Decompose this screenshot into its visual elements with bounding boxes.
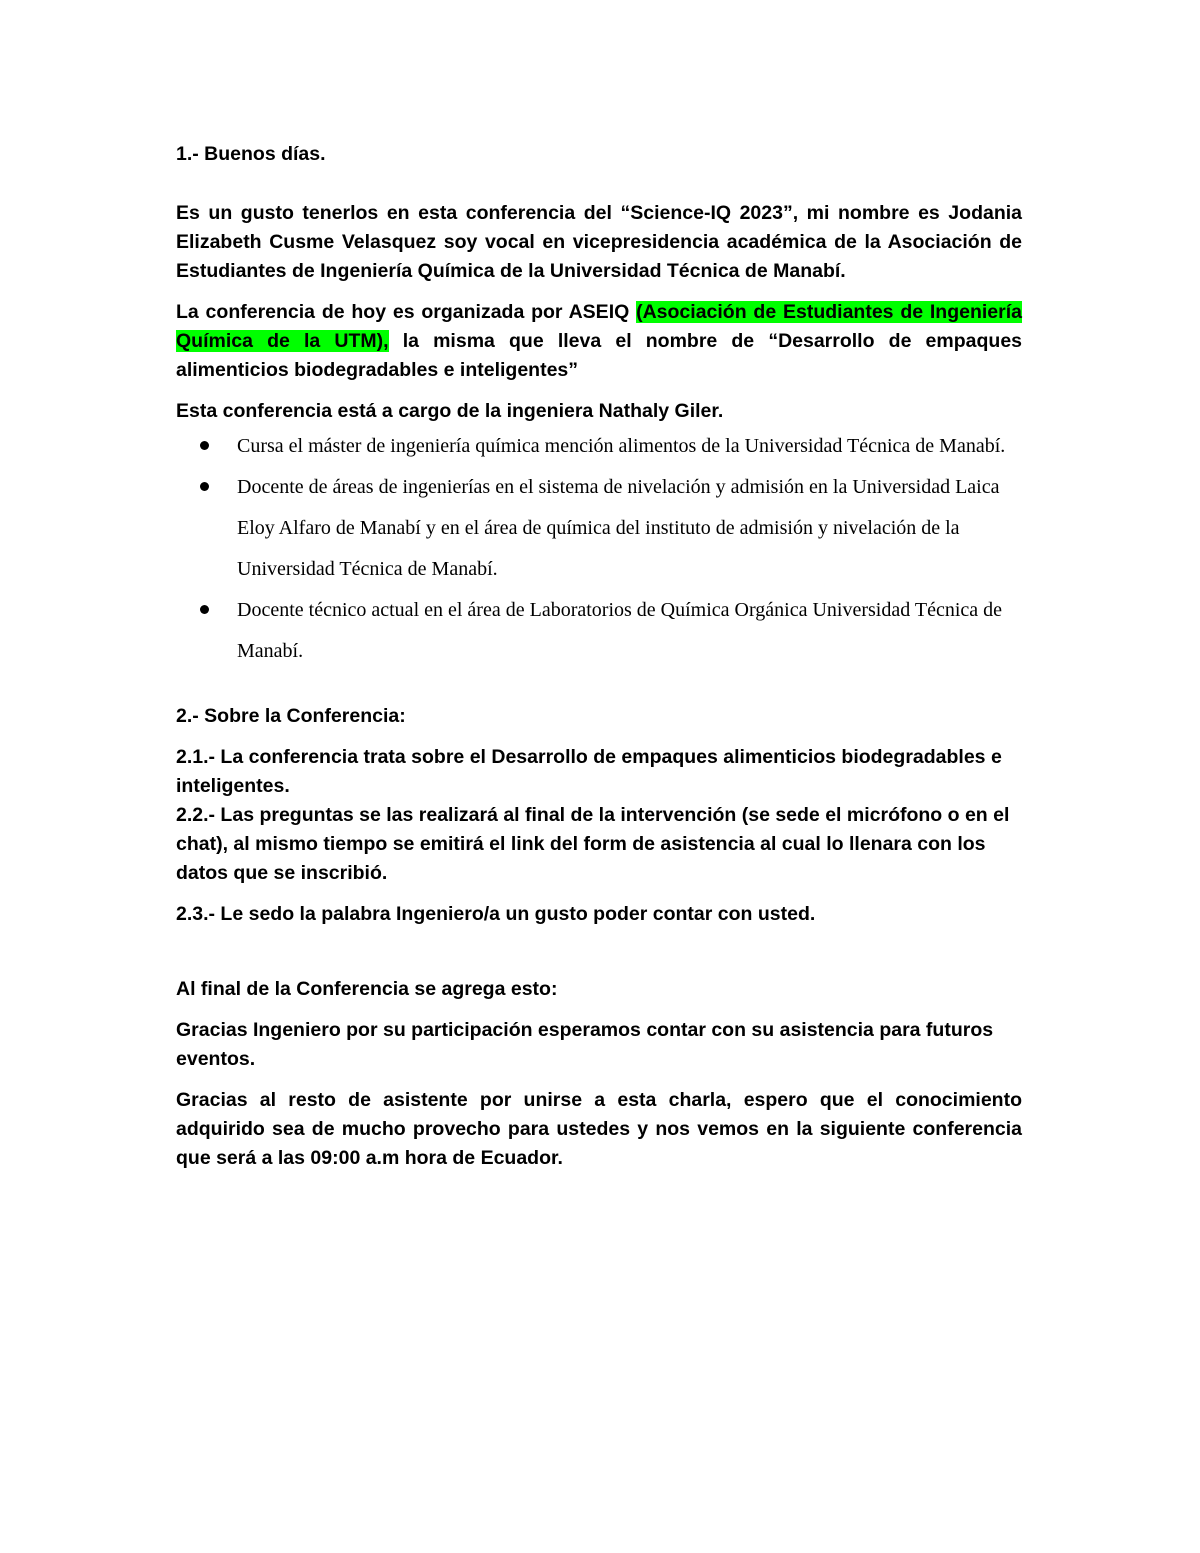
aseiq-highlight: (Asociación de Estudiantes de Ingeniería Química de la UTM), xyxy=(176,301,1022,352)
organized-middle: la misma que lleva el nombre de xyxy=(388,330,769,352)
organized-prefix: La conferencia de hoy es organizada por ASEIQ xyxy=(176,301,637,323)
list-item xyxy=(176,426,1032,467)
list-item xyxy=(176,590,1032,672)
bullet-text: Cursa el máster de ingeniería química mención alimentos de la Universidad Técnica de Manabí. xyxy=(237,435,1006,457)
item-2-1: 2.1.- La conferencia trata sobre el Desarrollo de empaques alimenticios biodegradables e inteligentes. xyxy=(176,746,1002,797)
item-2-3: 2.3.- Le sedo la palabra Ingeniero/a un gusto poder contar con usted. xyxy=(176,903,816,925)
closing-heading: Al final de la Conferencia se agrega esto: xyxy=(176,978,558,1000)
speaker-bio-list xyxy=(176,426,1022,672)
thanks-attendees: Gracias al resto de asistente por unirse a esta charla, espero que el conocimiento adquirido sea de mucho provecho para ustedes y nos vemos en la siguiente conferencia que será a las 09:00 a.m hora de Ecuador. xyxy=(176,1089,1022,1169)
bullet-icon xyxy=(200,441,209,450)
item-2-2: 2.2.- Las preguntas se las realizará al final de la intervención (se sede el micrófono o en el chat), al mismo tiempo se emitirá el link del form de asistencia al cual lo llenara con los datos que se inscribió. xyxy=(176,804,1010,884)
bullet-icon xyxy=(200,482,209,491)
speaker-line: Esta conferencia está a cargo de la ingeniera Nathaly Giler. xyxy=(176,400,724,422)
document-page xyxy=(176,140,1022,1173)
thanks-engineer: Gracias Ingeniero por su participación esperamos contar con su asistencia para futuros eventos. xyxy=(176,1019,994,1070)
section-1-heading: 1.- Buenos días. xyxy=(176,143,326,165)
bullet-text: Docente de áreas de ingenierías en el sistema de nivelación y admisión en la Universidad Laica Eloy Alfaro de Manabí y en el área de química del instituto de admisión y nivelación de la Universidad Técnica de Manabí. xyxy=(237,476,1000,580)
list-item xyxy=(176,467,1032,590)
organized-paragraph xyxy=(176,298,1022,385)
intro-paragraph: Es un gusto tenerlos en esta conferencia del “Science-IQ 2023”, mi nombre es Jodania Elizabeth Cusme Velasquez soy vocal en vicepresidencia académica de la Asociación de Estudiantes de Ingeniería Química de la Universidad Técnica de Manabí. xyxy=(176,202,1022,282)
bullet-text: Docente técnico actual en el área de Laboratorios de Química Orgánica Universidad Técnica de Manabí. xyxy=(237,599,1003,662)
section-2-heading: 2.- Sobre la Conferencia: xyxy=(176,705,406,727)
bullet-icon xyxy=(200,605,209,614)
conference-title: “Desarrollo de empaques alimenticios biodegradables e inteligentes” xyxy=(176,330,1023,381)
